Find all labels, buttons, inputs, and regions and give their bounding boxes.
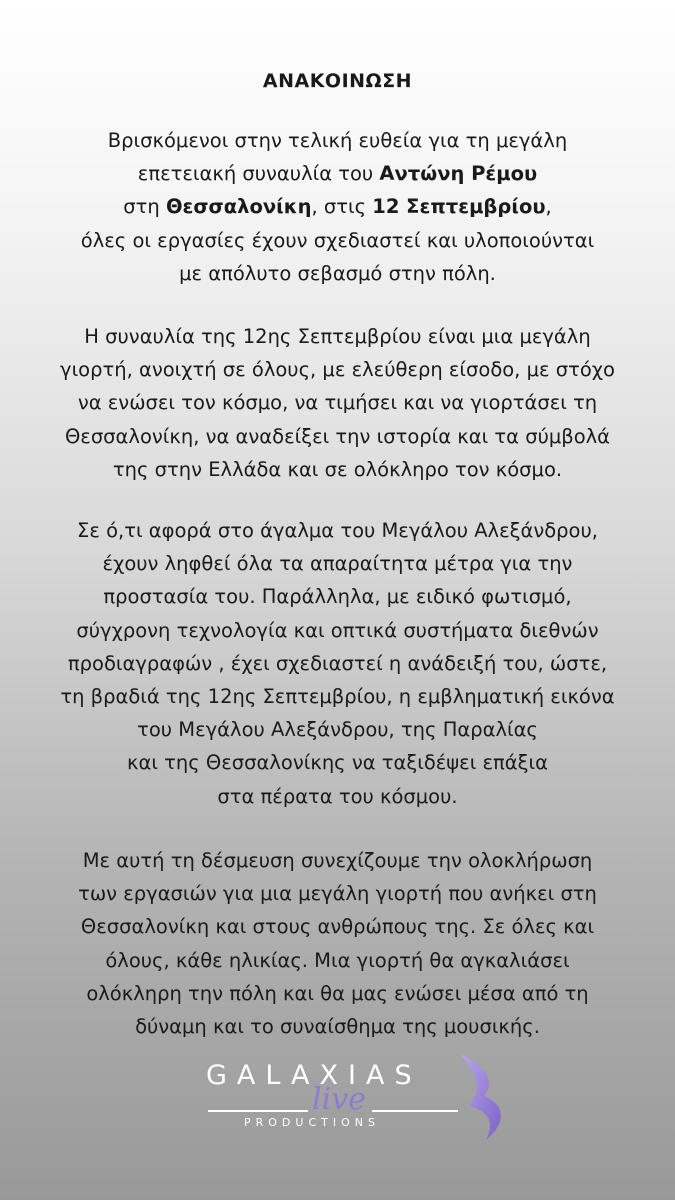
text-segment: όλες οι εργασίες έχουν σχεδιαστεί και υλοποιούνται: [80, 228, 595, 252]
logo-divider-right: [372, 1110, 458, 1112]
text-line: [0, 580, 675, 613]
logo-divider-left: [208, 1110, 308, 1112]
text-segment: προδιαγραφών , έχει σχεδιαστεί η ανάδειξή του, ώστε,: [67, 651, 608, 675]
logo-wordmark: GALAXIAS: [206, 1060, 422, 1091]
paragraph-4: [0, 844, 675, 1043]
text-segment: δύναμη και το συναίσθημα της μουσικής.: [135, 1015, 540, 1039]
text-line: [0, 944, 675, 977]
text-segment: Με αυτή τη δέσμευση συνεχίζουμε την ολοκλήρωση: [82, 849, 593, 872]
text-segment: έχουν ληφθεί όλα τα απαραίτητα μέτρα για την: [102, 552, 573, 576]
text-line: [0, 124, 675, 157]
text-line: [0, 224, 675, 257]
text-line: [0, 977, 675, 1010]
text-segment: επετειακή συναυλία του: [137, 162, 380, 186]
text-line: [0, 547, 675, 580]
text-segment: και της Θεσσαλονίκης να ταξιδέψει επάξια: [127, 751, 548, 775]
text-line: [0, 386, 675, 419]
paragraph-2: [0, 320, 675, 486]
text-line: [0, 514, 675, 547]
text-segment: στη: [123, 195, 166, 219]
text-segment: , στις: [311, 195, 373, 219]
logo-subtitle: PRODUCTIONS: [244, 1116, 380, 1129]
text-segment: των εργασιών για μια μεγάλη γιορτή που ανήκει στη: [78, 882, 597, 906]
text-line: [0, 420, 675, 453]
text-line: [0, 320, 675, 353]
text-line: [0, 453, 675, 486]
paragraph-3: [0, 514, 675, 813]
announcement-title: ΑΝΑΚΟΙΝΩΣΗ: [262, 70, 413, 92]
text-segment: όλους, κάθε ηλικίας. Μια γιορτή θα αγκαλιάσει: [105, 948, 570, 972]
text-line: [0, 353, 675, 386]
text-line: [0, 844, 675, 877]
bold-text: 12 Σεπτεμβρίου: [372, 195, 546, 219]
text-line: [0, 713, 675, 746]
bold-text: Αντώνη Ρέμου: [379, 162, 538, 186]
swoosh-icon: [446, 1052, 516, 1142]
text-segment: Σε ό,τι αφορά στο άγαλμα του Μεγάλου Αλεξάνδρου,: [77, 519, 598, 542]
text-line: [0, 910, 675, 943]
text-line: [0, 614, 675, 647]
text-line: [0, 1010, 675, 1043]
text-line: [0, 680, 675, 713]
text-line: [0, 157, 675, 190]
text-segment: ολόκληρη την πόλη και θα μας ενώσει μέσα από τη: [86, 981, 589, 1005]
bold-text: Θεσσαλονίκη: [165, 195, 312, 219]
text-segment: ,: [545, 195, 552, 219]
text-segment: στα πέρατα του κόσμου.: [217, 784, 458, 808]
text-segment: Η συναυλία της 12ης Σεπτεμβρίου είναι μια μεγάλη: [84, 325, 591, 348]
paragraph-1: [0, 124, 675, 290]
text-segment: του Μεγάλου Αλεξάνδρου, της Παραλίας: [137, 718, 538, 742]
text-segment: με απόλυτο σεβασμό στην πόλη.: [179, 261, 496, 285]
text-line: [0, 780, 675, 813]
text-segment: Θεσσαλονίκη και στους ανθρώπους της. Σε όλες και: [80, 915, 595, 939]
text-segment: προστασία του. Παράλληλα, με ειδικό φωτισμό,: [103, 585, 572, 609]
text-segment: γιορτή, ανοιχτή σε όλους, με ελεύθερη είσοδο, με στόχο: [60, 358, 615, 382]
text-segment: Βρισκόμενοι στην τελική ευθεία για τη μεγάλη: [107, 129, 568, 152]
text-line: [0, 190, 675, 223]
text-line: [0, 877, 675, 910]
text-line: [0, 746, 675, 779]
logo-script: live: [312, 1082, 366, 1117]
text-segment: Θεσσαλονίκη, να αναδείξει την ιστορία και τα σύμβολά: [64, 424, 611, 448]
text-line: [0, 647, 675, 680]
text-segment: να ενώσει τον κόσμο, να τιμήσει και να γιορτάσει τη: [77, 391, 598, 415]
text-segment: της στην Ελλάδα και σε ολόκληρο τον κόσμο.: [112, 457, 563, 481]
text-segment: τη βραδιά της 12ης Σεπτεμβρίου, η εμβληματική εικόνα: [60, 685, 615, 709]
galaxias-live-logo: [200, 1052, 520, 1142]
text-line: [0, 257, 675, 290]
text-segment: σύγχρονη τεχνολογία και οπτικά συστήματα διεθνών: [76, 618, 599, 642]
